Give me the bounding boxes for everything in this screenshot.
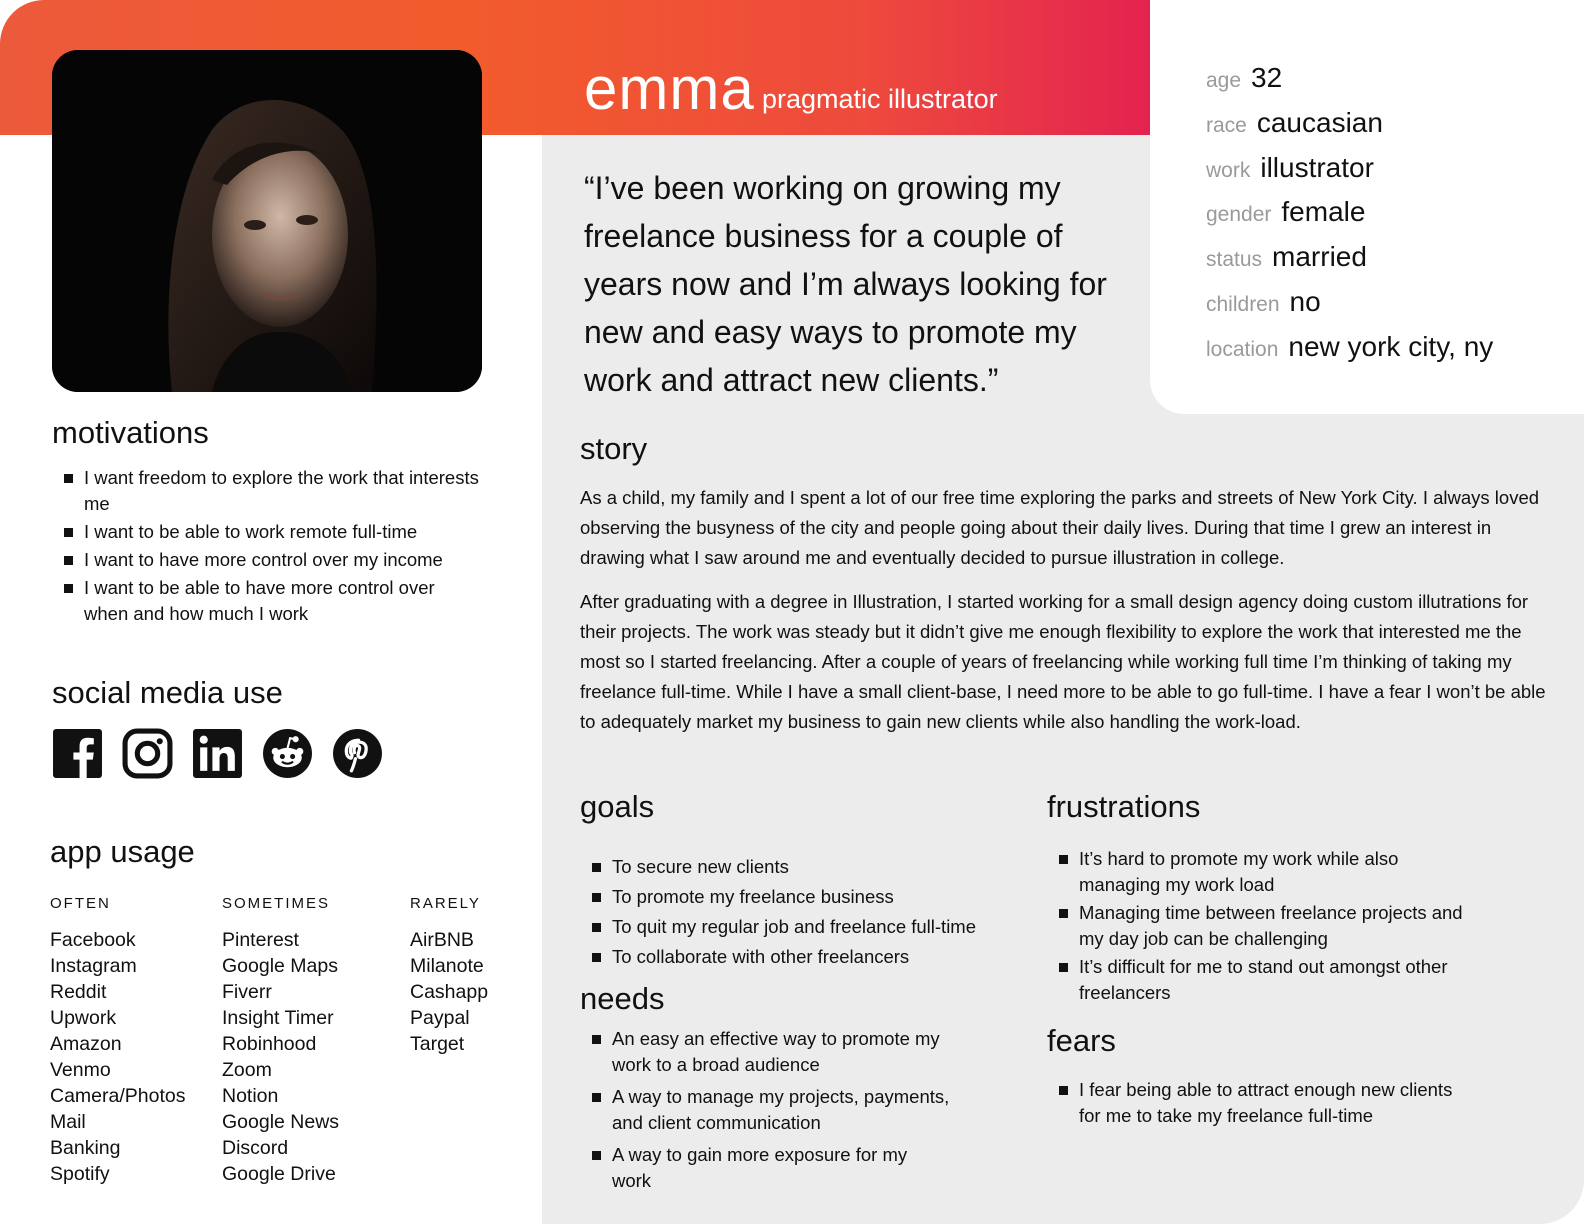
demographic-label: age <box>1206 69 1242 92</box>
list-item: It’s difficult for me to stand out amongst other freelancers <box>1047 954 1477 1006</box>
list-item: To quit my regular job and freelance full-time <box>580 912 1000 942</box>
demographic-value: illustrator <box>1260 151 1374 183</box>
bullet <box>592 1093 601 1102</box>
fears-list <box>1047 1077 1477 1129</box>
demographic-location <box>1206 331 1584 376</box>
app-column-sometimes <box>222 895 339 1187</box>
bullet <box>592 1151 601 1160</box>
goals-list <box>580 852 1000 972</box>
app-column-heading: OFTEN <box>50 895 111 912</box>
list-item: An easy an effective way to promote my work to a broad audience <box>580 1026 950 1078</box>
bullet <box>1059 1086 1068 1095</box>
app-item: Spotify <box>50 1163 110 1185</box>
pinterest-icon <box>332 728 383 779</box>
demographic-value: caucasian <box>1256 106 1383 138</box>
bullet <box>592 893 601 902</box>
list-item: To promote my freelance business <box>580 882 1000 912</box>
bullet <box>1059 855 1068 864</box>
bullet <box>592 923 601 932</box>
demographic-value: no <box>1289 285 1321 317</box>
app-item: Upwork <box>50 1007 117 1029</box>
demographic-gender <box>1206 196 1584 241</box>
list-item: It’s hard to promote my work while also managing my work load <box>1047 846 1477 898</box>
app-item: Amazon <box>50 1033 122 1055</box>
facebook-icon <box>52 728 103 779</box>
goals-heading: goals <box>580 789 655 824</box>
app-item: Paypal <box>410 1007 470 1029</box>
persona-role: pragmatic illustrator <box>762 84 998 114</box>
list-item: I want to be able to work remote full-time <box>52 519 482 545</box>
social-heading: social media use <box>52 675 283 710</box>
bullet <box>592 1035 601 1044</box>
demographic-label: location <box>1206 337 1279 361</box>
list-item: I fear being able to attract enough new clients for me to take my freelance full-time <box>1047 1077 1477 1129</box>
bullet <box>64 584 73 593</box>
app-item: Target <box>410 1033 465 1055</box>
bullet <box>64 556 73 565</box>
fears-heading: fears <box>1047 1023 1116 1058</box>
bullet <box>592 863 601 872</box>
list-item: To collaborate with other freelancers <box>580 942 1000 972</box>
app-item: Robinhood <box>222 1033 317 1055</box>
app-item: Instagram <box>50 955 137 977</box>
app-item: Mail <box>50 1111 86 1133</box>
linkedin-icon <box>192 728 243 779</box>
demographic-label: status <box>1206 248 1263 272</box>
demographic-age <box>1206 62 1584 107</box>
reddit-icon <box>262 728 313 779</box>
persona-photo <box>52 50 482 392</box>
app-column-often <box>50 895 185 1187</box>
story-paragraph: As a child, my family and I spent a lot of our free time exploring the parks and streets of New York City. I always loved observing the busyness of the city and people going about their daily lives. During that time I grew an interest in drawing what I saw around me and eventually decided to pursue illustration in college. <box>580 487 1540 568</box>
frustrations-list <box>1047 846 1477 1006</box>
list-item: A way to manage my projects, payments, and client communication <box>580 1084 950 1136</box>
app-column-rarely <box>410 895 488 1057</box>
app-item: Google Maps <box>222 955 338 977</box>
demographic-value: 32 <box>1251 62 1283 93</box>
demographic-work <box>1206 152 1584 197</box>
persona-quote: “I’ve been working on growing my freelance business for a couple of years now and I’m always looking for new and easy ways to promote my work and attract new clients.” <box>584 170 1107 398</box>
app-item: Camera/Photos <box>50 1085 186 1107</box>
list-item: A way to gain more exposure for my work <box>580 1142 950 1194</box>
list-item: I want to be able to have more control over when and how much I work <box>52 575 482 627</box>
app-item: Fiverr <box>222 981 272 1003</box>
demographic-value: new york city, ny <box>1288 330 1494 362</box>
app-item: AirBNB <box>410 929 474 951</box>
app-item: Google News <box>222 1111 340 1133</box>
list-item: I want to have more control over my income <box>52 547 482 573</box>
app-item: Notion <box>222 1085 279 1107</box>
demographic-value: married <box>1272 241 1367 273</box>
app-usage-heading: app usage <box>50 834 195 869</box>
app-item: Venmo <box>50 1059 111 1081</box>
story-heading: story <box>580 431 648 466</box>
bullet <box>1059 909 1068 918</box>
app-item: Insight Timer <box>222 1007 334 1029</box>
app-item: Cashapp <box>410 981 489 1003</box>
demographic-label: work <box>1206 158 1251 182</box>
app-column-heading: SOMETIMES <box>222 895 331 912</box>
app-item: Discord <box>222 1137 289 1159</box>
app-item: Banking <box>50 1137 121 1159</box>
list-item: I want freedom to explore the work that interests me <box>52 465 482 517</box>
app-item: Facebook <box>50 929 136 951</box>
frustrations-heading: frustrations <box>1047 789 1201 824</box>
list-item: To secure new clients <box>580 852 1000 882</box>
list-item: Managing time between freelance projects and my day job can be challenging <box>1047 900 1477 952</box>
app-item: Pinterest <box>222 929 299 951</box>
demographic-label: gender <box>1206 203 1272 227</box>
persona-name: emma <box>584 55 755 122</box>
app-item: Reddit <box>50 981 107 1003</box>
demographic-children <box>1206 286 1584 331</box>
bullet <box>64 528 73 537</box>
demographic-race <box>1206 107 1584 152</box>
demographic-label: race <box>1206 113 1247 137</box>
motivations-list <box>52 465 482 627</box>
instagram-icon <box>122 728 173 779</box>
bullet <box>64 474 73 483</box>
bullet <box>1059 963 1068 972</box>
bullet <box>592 953 601 962</box>
demographics-panel <box>1150 0 1584 414</box>
needs-heading: needs <box>580 981 665 1016</box>
story-text <box>580 483 1552 751</box>
demographic-label: children <box>1206 292 1280 316</box>
story-paragraph: After graduating with a degree in Illustration, I started working for a small design agency doing custom illutrations for their projects. The work was steady but it didn’t give me enough flexibility to explore the work that interested me the most so I started freelancing. After a couple of years of freelancing while working full time I’m thinking of taking my freelance full-time. While I have a small client-base, I need more to be able to go full-time. I have a fear I won’t be able to adequately market my business to gain new clients while also handling the work-load. <box>580 591 1546 732</box>
app-item: Zoom <box>222 1059 272 1081</box>
social-icons <box>52 728 383 779</box>
app-item: Google Drive <box>222 1163 336 1185</box>
demographic-status <box>1206 241 1584 286</box>
needs-list <box>580 1026 950 1194</box>
app-item: Milanote <box>410 955 484 977</box>
app-column-heading: RARELY <box>410 895 481 912</box>
demographic-value: female <box>1281 196 1366 228</box>
motivations-heading: motivations <box>52 415 209 450</box>
